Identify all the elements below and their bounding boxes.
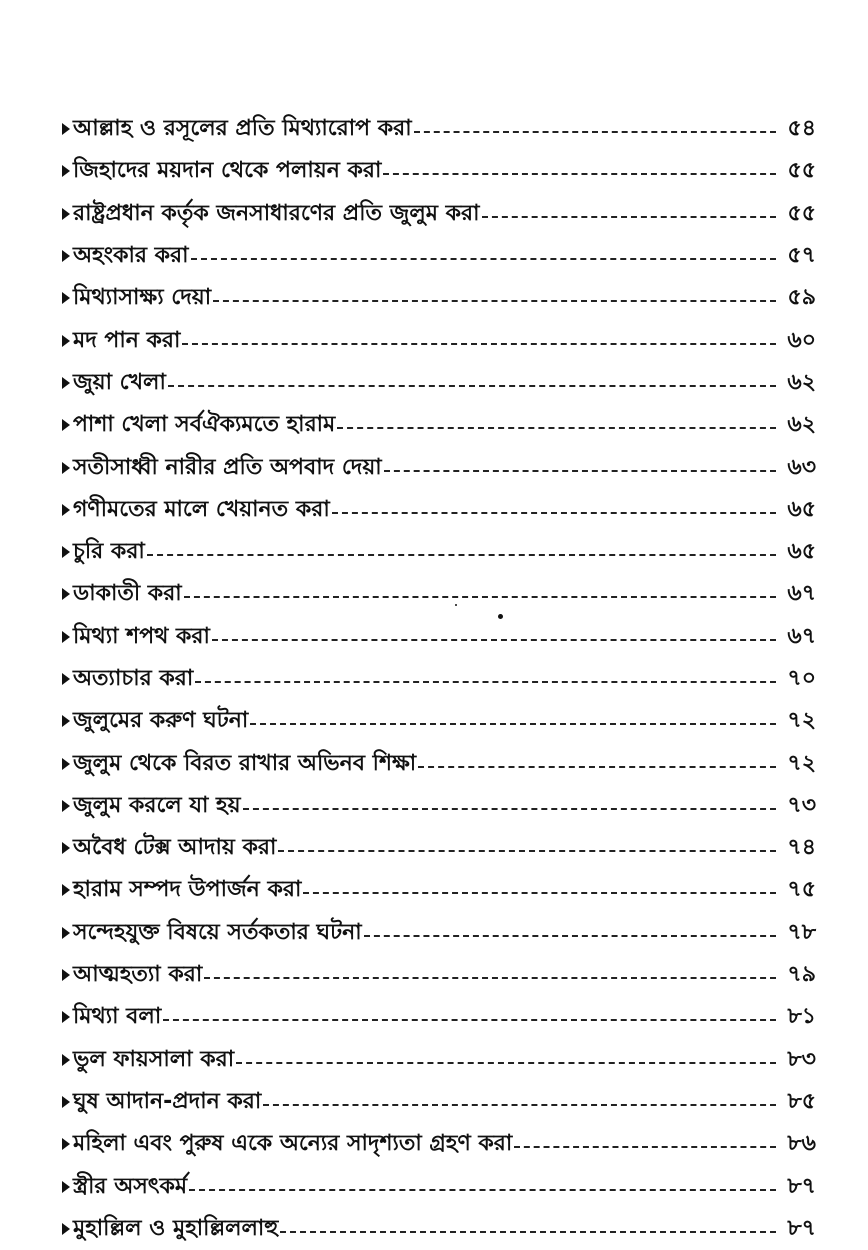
dotted-leader: [278, 850, 776, 852]
bullet-triangle-icon: [62, 1181, 70, 1193]
bullet-triangle-icon: [62, 1011, 70, 1023]
toc-entry-page-number: ৬২: [787, 412, 816, 438]
toc-entry-title: সন্দেহযুক্ত বিষয়ে সর্তকতার ঘটনা: [73, 919, 362, 945]
toc-entry-page-number: ৮৬: [787, 1131, 816, 1157]
bullet-triangle-icon: [62, 588, 70, 600]
toc-entry-page-number: ৫৫: [787, 158, 816, 184]
toc-entry-title: আত্মহত্যা করা: [73, 962, 203, 988]
toc-entry-title: জুলুমের করুণ ঘটনা: [73, 708, 249, 734]
toc-entry: [62, 742, 816, 784]
toc-entry-page-number: ৭৩: [787, 792, 816, 818]
dotted-leader: [189, 1189, 776, 1191]
toc-entry-title: জুলুম থেকে বিরত রাখার অভিনব শিক্ষা: [73, 750, 417, 776]
toc-entry-title: জুলুম করলে যা হয়: [73, 792, 241, 818]
toc-entry: [62, 277, 816, 319]
toc-entry-title: আল্লাহ ও রসূলের প্রতি মিথ্যারোপ করা: [73, 116, 412, 142]
toc-entry-page-number: ৭০: [787, 666, 816, 691]
toc-entry-title: ডাকাতী করা: [73, 581, 182, 607]
toc-entry-page-number: ৮৭: [787, 1173, 816, 1199]
toc-entry-title: অত্যাচার করা: [73, 666, 194, 691]
toc-entry: [62, 362, 816, 404]
bullet-triangle-icon: [62, 462, 70, 474]
dotted-leader: [163, 1019, 776, 1021]
bullet-triangle-icon: [62, 504, 70, 516]
bullet-triangle-icon: [62, 1054, 70, 1066]
toc-entry-title: হারাম সম্পদ উপার্জন করা: [73, 877, 302, 903]
bullet-triangle-icon: [62, 123, 70, 135]
dotted-leader: [236, 1062, 776, 1064]
dotted-leader: [204, 977, 776, 979]
toc-entry-page-number: ৬৭: [787, 581, 816, 607]
toc-entry-title: মিথ্যাসাক্ষ্য দেয়া: [73, 285, 212, 311]
bullet-triangle-icon: [62, 292, 70, 304]
toc-entry-page-number: ৭৫: [787, 877, 816, 903]
toc-entry: [62, 1208, 816, 1250]
toc-entry-title: চুরি করা: [73, 539, 145, 565]
dotted-leader: [191, 258, 777, 260]
toc-entry-title: অবৈধ টেক্স আদায় করা: [73, 835, 277, 861]
bullet-triangle-icon: [62, 250, 70, 262]
dotted-leader: [250, 723, 776, 725]
dotted-leader: [243, 808, 776, 810]
toc-entry: [62, 912, 816, 954]
dotted-leader: [213, 300, 776, 302]
bullet-triangle-icon: [62, 419, 70, 431]
toc-entry-page-number: ৭৯: [787, 962, 816, 988]
dotted-leader: [364, 935, 776, 937]
toc-entry-page-number: ৬২: [787, 369, 816, 395]
toc-entry: [62, 404, 816, 446]
toc-entry: [62, 827, 816, 869]
bullet-triangle-icon: [62, 800, 70, 812]
toc-entry-page-number: ৬৩: [787, 454, 816, 480]
dotted-leader: [195, 681, 776, 683]
toc-entry-page-number: ৭৮: [787, 919, 816, 945]
dotted-leader: [303, 892, 776, 894]
toc-entry-page-number: ৫৯: [787, 285, 816, 311]
toc-entry: [62, 1165, 816, 1207]
toc-entry: [62, 573, 816, 615]
toc-entry: [62, 235, 816, 277]
toc-entry-title: ঘুষ আদান-প্রদান করা: [73, 1088, 262, 1114]
toc-entry: [62, 700, 816, 742]
dotted-leader: [482, 216, 776, 218]
toc-entry: [62, 446, 816, 488]
bullet-triangle-icon: [62, 377, 70, 389]
dotted-leader: [514, 1146, 776, 1148]
toc-entry-page-number: ৬৫: [787, 496, 816, 522]
bullet-triangle-icon: [62, 842, 70, 854]
toc-entry: [62, 193, 816, 235]
dotted-leader: [337, 427, 776, 429]
toc-entry-title: অহংকার করা: [73, 243, 189, 269]
dotted-leader: [182, 343, 776, 345]
bullet-triangle-icon: [62, 335, 70, 347]
toc-entry: [62, 616, 816, 658]
bullet-triangle-icon: [62, 884, 70, 896]
dotted-leader: [384, 470, 776, 472]
toc-entry: [62, 869, 816, 911]
toc-entry-page-number: ৫৭: [787, 243, 816, 269]
dotted-leader: [418, 766, 776, 768]
bullet-triangle-icon: [62, 1096, 70, 1108]
bullet-triangle-icon: [62, 927, 70, 939]
toc-entry-page-number: ৮৩: [787, 1046, 816, 1072]
bullet-triangle-icon: [62, 208, 70, 220]
dotted-leader: [212, 639, 776, 641]
toc-entry-title: সতীসাধ্বী নারীর প্রতি অপবাদ দেয়া: [73, 454, 382, 480]
bullet-triangle-icon: [62, 1223, 70, 1235]
toc-entry-title: মুহাল্লিল ও মুহাল্লিললাহু: [73, 1215, 279, 1241]
toc-entry: [62, 489, 816, 531]
toc-entry: [62, 319, 816, 361]
toc-entry-page-number: ৬৭: [787, 623, 816, 649]
bullet-triangle-icon: [62, 546, 70, 558]
toc-entry-title: পাশা খেলা সর্বঐক্যমতে হারাম: [73, 412, 336, 438]
bullet-triangle-icon: [62, 715, 70, 727]
toc-entry-title: রাষ্ট্রপ্রধান কর্তৃক জনসাধারণের প্রতি জুলুম করা: [73, 200, 480, 226]
toc-entry-page-number: ৮৫: [787, 1088, 816, 1114]
toc-entry-page-number: ৭২: [787, 708, 816, 734]
toc-entry-title: মিথ্যা শপথ করা: [73, 623, 210, 649]
dotted-leader: [280, 1231, 776, 1233]
toc-entry-page-number: ৬৫: [787, 539, 816, 565]
toc-entry-title: জুয়া খেলা: [73, 369, 166, 395]
toc-entry-title: গণীমতের মালে খেয়ানত করা: [73, 496, 330, 522]
bullet-triangle-icon: [62, 165, 70, 177]
toc-entry-title: স্ত্রীর অসৎকর্ম: [73, 1173, 188, 1199]
toc-entry-page-number: ৬০: [787, 327, 816, 353]
toc-entry: [62, 996, 816, 1038]
dotted-leader: [147, 554, 776, 556]
toc-entry-title: মিথ্যা বলা: [73, 1004, 162, 1030]
toc-entry-page-number: ৫৪: [787, 116, 816, 142]
toc-entry-page-number: ৮১: [787, 1004, 816, 1030]
toc-entry: [62, 531, 816, 573]
table-of-contents: [62, 108, 816, 1250]
toc-entry-title: ভুল ফায়সালা করা: [73, 1046, 235, 1072]
bullet-triangle-icon: [62, 673, 70, 685]
dotted-leader: [414, 131, 776, 133]
toc-entry-page-number: ৫৫: [787, 200, 816, 226]
bullet-triangle-icon: [62, 1138, 70, 1150]
toc-entry: [62, 150, 816, 192]
bullet-triangle-icon: [62, 969, 70, 981]
toc-entry: [62, 785, 816, 827]
dotted-leader: [184, 596, 776, 598]
dotted-leader: [168, 385, 776, 387]
dotted-leader: [383, 173, 776, 175]
print-speck: [498, 614, 503, 619]
bullet-triangle-icon: [62, 758, 70, 770]
print-speck: [455, 604, 457, 606]
toc-entry-title: জিহাদের ময়দান থেকে পলায়ন করা: [73, 158, 382, 184]
toc-entry: [62, 954, 816, 996]
toc-entry-page-number: ৭২: [787, 750, 816, 776]
toc-entry: [62, 1123, 816, 1165]
toc-entry-page-number: ৭৪: [787, 835, 816, 861]
toc-entry: [62, 1039, 816, 1081]
toc-entry: [62, 658, 816, 700]
toc-entry-title: মহিলা এবং পুরুষ একে অন্যের সাদৃশ্যতা গ্রহণ করা: [73, 1131, 513, 1157]
dotted-leader: [332, 512, 776, 514]
toc-entry-page-number: ৮৭: [787, 1215, 816, 1241]
dotted-leader: [263, 1104, 776, 1106]
toc-entry: [62, 108, 816, 150]
toc-entry: [62, 1081, 816, 1123]
bullet-triangle-icon: [62, 631, 70, 643]
toc-entry-title: মদ পান করা: [73, 327, 181, 353]
